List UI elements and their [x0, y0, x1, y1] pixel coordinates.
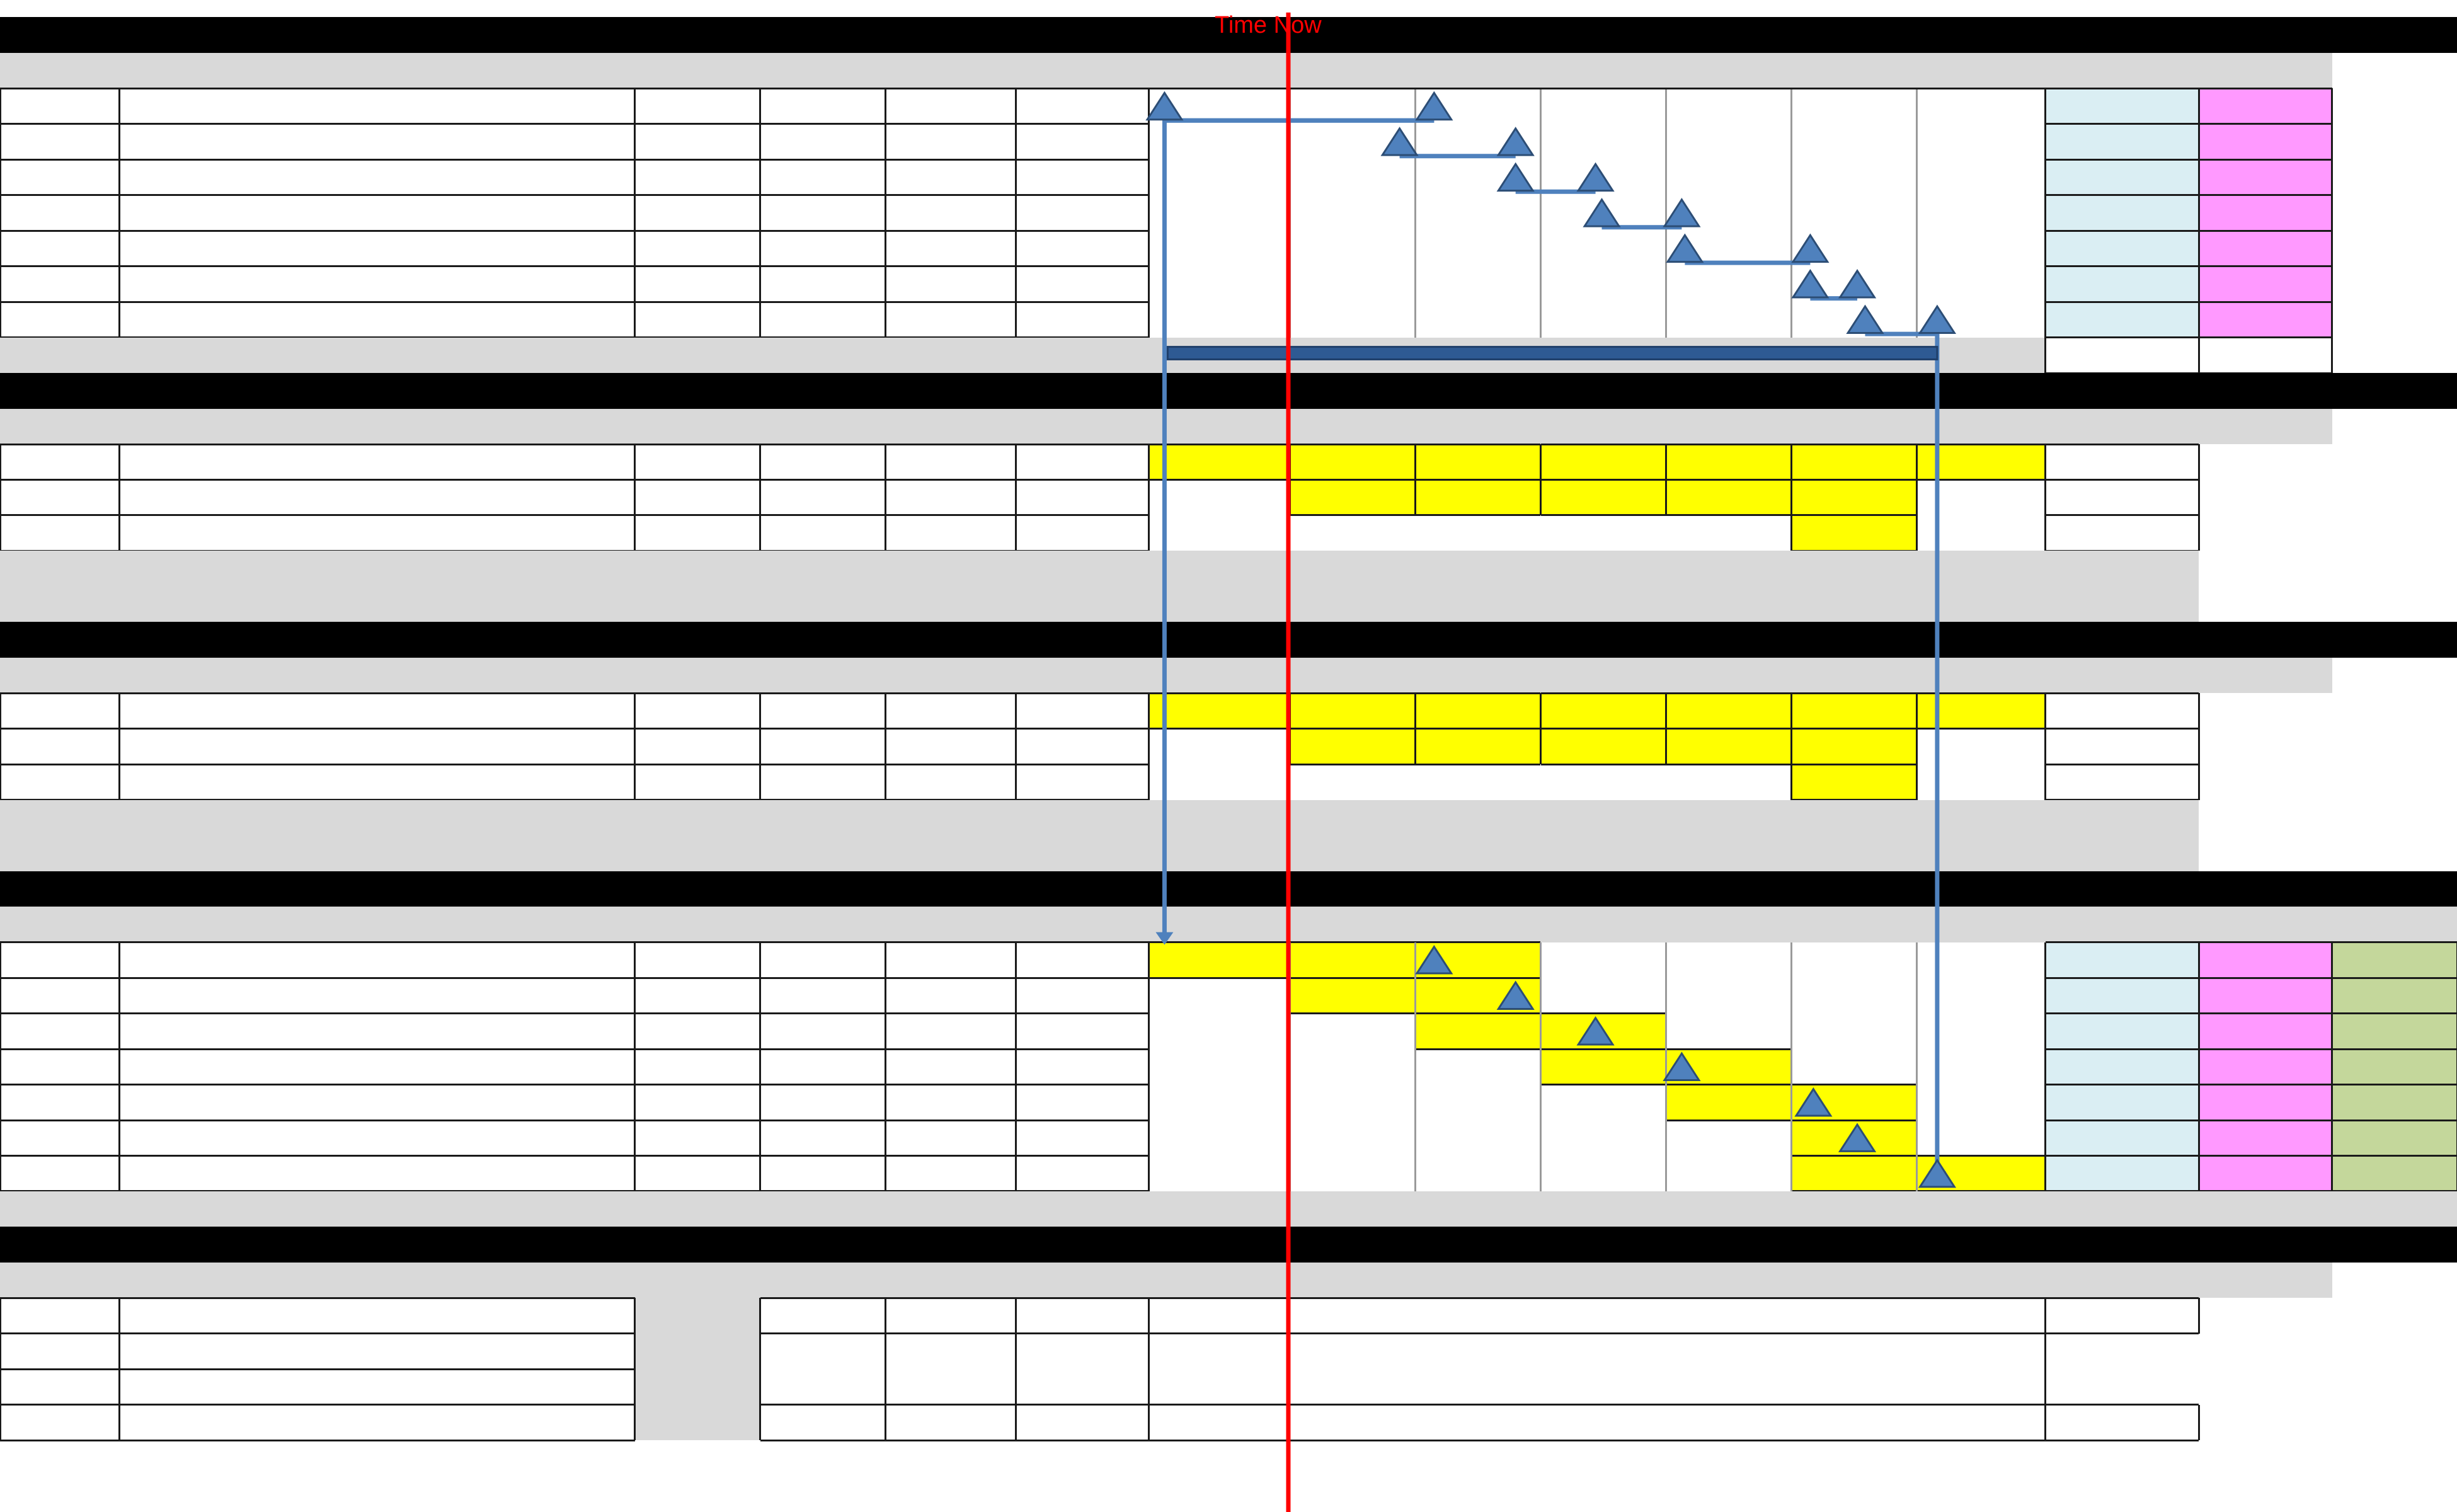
- milestone-icon: [1417, 93, 1452, 119]
- milestone-icon: [1668, 235, 1702, 261]
- arrow-head: [1155, 932, 1173, 945]
- milestone-icon: [1498, 164, 1533, 190]
- schedule-summary-bar: [1167, 347, 1937, 360]
- milestone-icon: [1664, 1053, 1699, 1080]
- milestone-icon: [1840, 1125, 1875, 1151]
- milestone-icon: [1417, 947, 1452, 973]
- milestone-icon: [1578, 1018, 1613, 1045]
- milestone-icon: [1793, 235, 1828, 261]
- milestone-icon: [1793, 271, 1828, 297]
- milestone-icon: [1848, 306, 1882, 333]
- milestone-icon: [1840, 271, 1875, 297]
- milestone-icon: [1382, 129, 1417, 155]
- milestone-icon: [1920, 306, 1955, 333]
- milestone-icon: [1498, 982, 1533, 1009]
- milestone-icon: [1796, 1089, 1831, 1116]
- milestone-icon: [1664, 200, 1699, 226]
- milestone-icon: [1920, 1160, 1955, 1187]
- milestone-icon: [1147, 93, 1182, 119]
- milestone-icon: [1584, 200, 1619, 226]
- milestone-icon: [1578, 164, 1613, 190]
- milestone-icon: [1498, 129, 1533, 155]
- time-now-label: Time Now: [1215, 12, 1322, 39]
